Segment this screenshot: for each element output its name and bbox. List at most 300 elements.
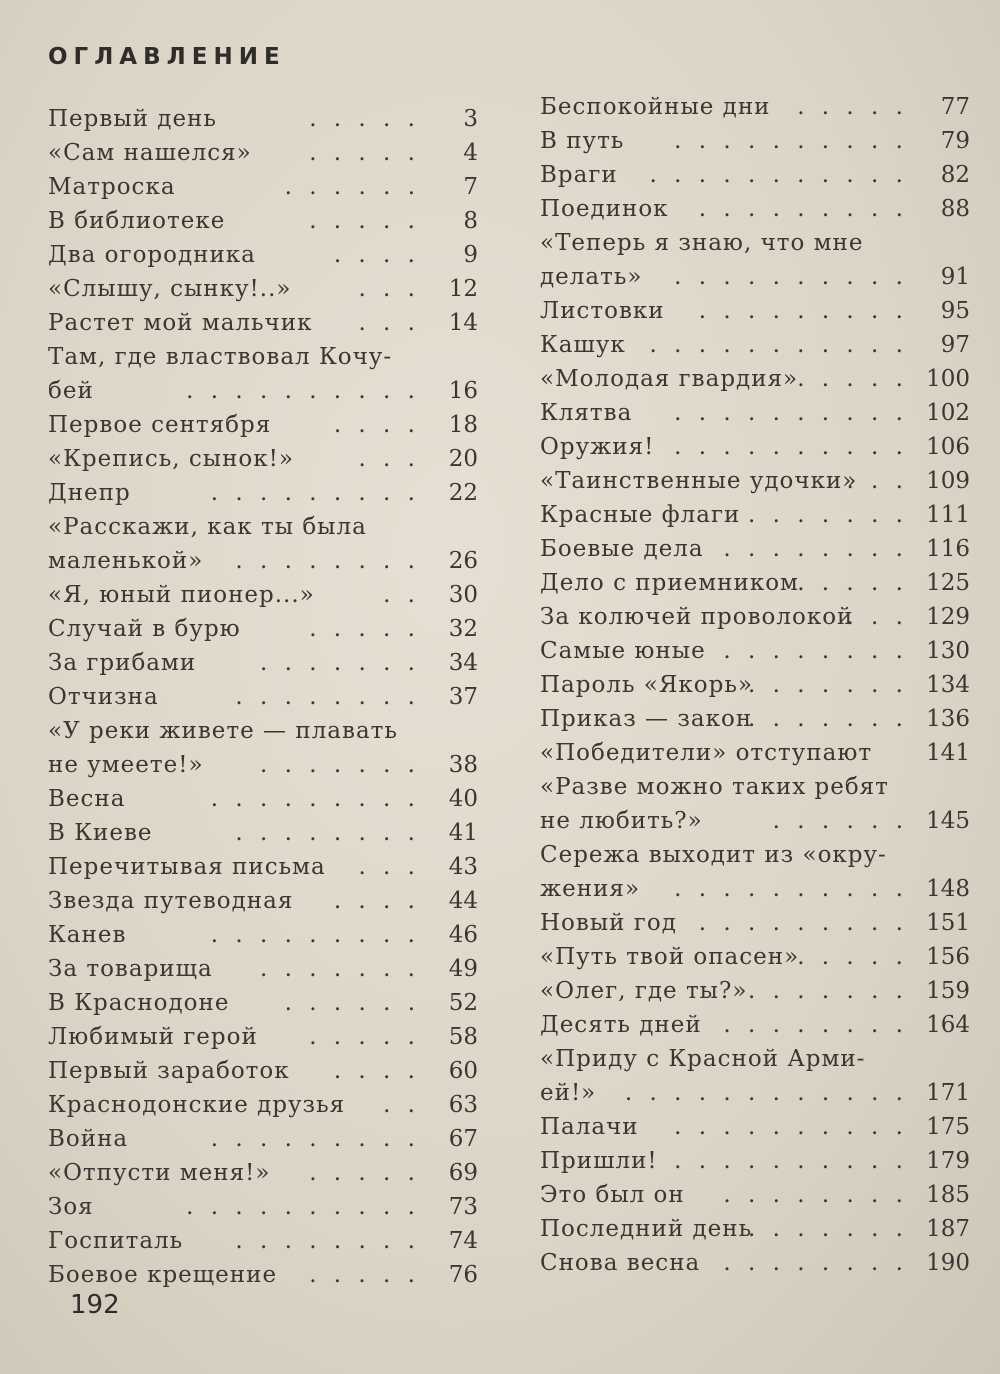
toc-entry-title: «Путь твой опасен» bbox=[540, 944, 800, 970]
dot-leader: . . . bbox=[846, 604, 908, 630]
toc-entry-line bbox=[48, 850, 478, 884]
toc-entry-line bbox=[540, 1144, 970, 1178]
toc-entry-line bbox=[540, 1212, 970, 1246]
toc-entry-title: жения» bbox=[540, 876, 641, 902]
dot-leader: . . . . bbox=[333, 412, 420, 438]
toc-entry-line bbox=[48, 408, 478, 442]
toc-entry-page: 76 bbox=[448, 1262, 478, 1288]
toc-entry bbox=[540, 226, 970, 294]
toc-entry bbox=[540, 566, 970, 600]
toc-entry-line bbox=[48, 680, 478, 714]
toc-entry-title: ей!» bbox=[540, 1080, 597, 1106]
dot-leader: . . . . . . . . . . bbox=[674, 128, 908, 154]
page-title: ОГЛАВЛЕНИЕ bbox=[48, 44, 286, 70]
toc-entry bbox=[48, 1224, 478, 1258]
dot-leader: . . . . . . . bbox=[747, 502, 908, 528]
toc-entry-page: 148 bbox=[926, 876, 970, 902]
toc-entry bbox=[48, 238, 478, 272]
toc-entry-line bbox=[48, 884, 478, 918]
toc-entry bbox=[48, 646, 478, 680]
dot-leader: . . . . . . . . . bbox=[210, 480, 420, 506]
dot-leader: . . . . . . bbox=[284, 990, 420, 1016]
toc-entry bbox=[48, 952, 478, 986]
toc-entry-line bbox=[540, 1076, 970, 1110]
dot-leader: . . . . . bbox=[309, 106, 420, 132]
toc-entry-line bbox=[48, 918, 478, 952]
toc-entry bbox=[48, 1054, 478, 1088]
toc-entry-line bbox=[48, 442, 478, 476]
dot-leader: . . . . . . . . . bbox=[698, 298, 908, 324]
toc-entry-title: «Теперь я знаю, что мне bbox=[540, 230, 864, 256]
toc-entry bbox=[540, 396, 970, 430]
toc-entry-title: Два огородника bbox=[48, 242, 256, 268]
toc-entry-line bbox=[540, 532, 970, 566]
toc-entry-page: 14 bbox=[448, 310, 478, 336]
toc-entry bbox=[48, 1258, 478, 1292]
toc-entry-line bbox=[540, 906, 970, 940]
toc-entry bbox=[540, 1246, 970, 1280]
dot-leader: . . . . . . . . . bbox=[210, 786, 420, 812]
toc-entry bbox=[48, 272, 478, 306]
toc-entry-page: 8 bbox=[463, 208, 478, 234]
toc-entry-page: 38 bbox=[448, 752, 478, 778]
toc-entry-line bbox=[540, 804, 970, 838]
toc-entry-line bbox=[48, 374, 478, 408]
toc-entry bbox=[540, 1008, 970, 1042]
toc-entry-title: Дело с приемником bbox=[540, 570, 799, 596]
toc-entry bbox=[48, 408, 478, 442]
toc-entry bbox=[540, 532, 970, 566]
toc-entry-title: Приказ — закон bbox=[540, 706, 753, 732]
toc-entry-title: Оружия! bbox=[540, 434, 655, 460]
toc-entry-line bbox=[540, 396, 970, 430]
toc-entry-title: В Киеве bbox=[48, 820, 153, 846]
dot-leader: . . . . . bbox=[797, 366, 908, 392]
dot-leader: . . . . . . . . . . bbox=[186, 378, 420, 404]
toc-entry-title: Первый день bbox=[48, 106, 217, 132]
dot-leader: . . . . . bbox=[309, 1262, 420, 1288]
toc-entry bbox=[540, 464, 970, 498]
toc-entry bbox=[48, 306, 478, 340]
dot-leader: . . . bbox=[358, 446, 420, 472]
toc-entry-title: Первое сентября bbox=[48, 412, 272, 438]
toc-entry-page: 44 bbox=[448, 888, 478, 914]
toc-entry-line bbox=[48, 340, 478, 374]
toc-entry-page: 46 bbox=[448, 922, 478, 948]
dot-leader: . . bbox=[383, 582, 420, 608]
toc-entry-line bbox=[48, 1190, 478, 1224]
toc-entry-line bbox=[48, 510, 478, 544]
toc-entry bbox=[48, 476, 478, 510]
toc-entry-title: «Молодая гвардия» bbox=[540, 366, 799, 392]
toc-entry-title: Это был он bbox=[540, 1182, 685, 1208]
dot-leader: . . . . . . . . bbox=[723, 1012, 908, 1038]
toc-entry-title: «Победители» отступают bbox=[540, 740, 873, 766]
toc-entry bbox=[48, 170, 478, 204]
toc-entry bbox=[540, 294, 970, 328]
toc-entry-line bbox=[540, 362, 970, 396]
toc-entry-line bbox=[540, 124, 970, 158]
page-number: 192 bbox=[70, 1290, 120, 1320]
dot-leader: . . . . . bbox=[309, 616, 420, 642]
toc-entry-line bbox=[48, 102, 478, 136]
dot-leader: . . . . . bbox=[797, 94, 908, 120]
toc-column-right bbox=[540, 90, 970, 1280]
toc-entry bbox=[540, 1144, 970, 1178]
toc-entry-line bbox=[540, 430, 970, 464]
toc-entry bbox=[48, 102, 478, 136]
toc-entry-line bbox=[540, 260, 970, 294]
dot-leader: . . . . . . . bbox=[747, 706, 908, 732]
toc-entry-page: 9 bbox=[463, 242, 478, 268]
dot-leader: . . . . . . . . bbox=[235, 684, 420, 710]
toc-entry bbox=[540, 328, 970, 362]
toc-entry bbox=[540, 192, 970, 226]
toc-entry-line bbox=[540, 464, 970, 498]
toc-entry-title: Растет мой мальчик bbox=[48, 310, 313, 336]
toc-entry-page: 179 bbox=[926, 1148, 970, 1174]
toc-entry-page: 190 bbox=[926, 1250, 970, 1276]
dot-leader: . . . . . . . . . bbox=[698, 910, 908, 936]
toc-entry-line bbox=[540, 1042, 970, 1076]
toc-entry-page: 145 bbox=[926, 808, 970, 834]
toc-entry-page: 40 bbox=[448, 786, 478, 812]
toc-entry-title: Листовки bbox=[540, 298, 665, 324]
toc-entry bbox=[540, 90, 970, 124]
toc-entry-page: 91 bbox=[940, 264, 970, 290]
toc-entry-page: 4 bbox=[463, 140, 478, 166]
toc-entry-page: 102 bbox=[926, 400, 970, 426]
toc-entry bbox=[540, 668, 970, 702]
toc-entry bbox=[540, 1042, 970, 1110]
toc-entry bbox=[48, 714, 478, 782]
toc-entry-title: Враги bbox=[540, 162, 618, 188]
toc-entry-line bbox=[48, 782, 478, 816]
toc-entry-title: Канев bbox=[48, 922, 127, 948]
toc-entry-page: 116 bbox=[926, 536, 970, 562]
toc-entry-line bbox=[540, 1246, 970, 1280]
toc-entry-line bbox=[540, 158, 970, 192]
toc-entry-line bbox=[48, 1258, 478, 1292]
toc-entry-line bbox=[540, 328, 970, 362]
toc-entry-title: Сережа выходит из «окру- bbox=[540, 842, 887, 868]
toc-entry-title: Пароль «Якорь» bbox=[540, 672, 753, 698]
toc-entry-line bbox=[48, 204, 478, 238]
toc-entry-title: «Сам нашелся» bbox=[48, 140, 252, 166]
toc-entry-line bbox=[540, 668, 970, 702]
toc-entry bbox=[48, 340, 478, 408]
toc-entry-title: «Олег, где ты?» bbox=[540, 978, 748, 1004]
toc-entry-line bbox=[540, 736, 970, 770]
toc-entry-page: 130 bbox=[926, 638, 970, 664]
dot-leader: . . . . . . . bbox=[259, 752, 420, 778]
toc-entry-line bbox=[540, 634, 970, 668]
dot-leader: . . . . . bbox=[797, 944, 908, 970]
dot-leader: . . . . . . . . . bbox=[698, 196, 908, 222]
toc-entry-page: 34 bbox=[448, 650, 478, 676]
toc-entry bbox=[48, 136, 478, 170]
toc-entry-title: Последний день bbox=[540, 1216, 753, 1242]
toc-entry bbox=[540, 940, 970, 974]
toc-entry bbox=[540, 838, 970, 906]
toc-column-left bbox=[48, 102, 478, 1292]
dot-leader: . . . . . . . . . . bbox=[674, 876, 908, 902]
toc-entry-line bbox=[540, 838, 970, 872]
toc-entry-page: 95 bbox=[940, 298, 970, 324]
toc-entry-title: Звезда путеводная bbox=[48, 888, 294, 914]
toc-entry-page: 73 bbox=[448, 1194, 478, 1220]
toc-entry-page: 22 bbox=[448, 480, 478, 506]
toc-entry-line bbox=[48, 170, 478, 204]
toc-entry-page: 185 bbox=[926, 1182, 970, 1208]
toc-entry-page: 63 bbox=[448, 1092, 478, 1118]
toc-entry-page: 159 bbox=[926, 978, 970, 1004]
toc-entry-title: «У реки живете — плавать bbox=[48, 718, 398, 744]
toc-entry-page: 175 bbox=[926, 1114, 970, 1140]
dot-leader: . . . bbox=[358, 276, 420, 302]
toc-entry-page: 79 bbox=[940, 128, 970, 154]
dot-leader: . . . . . bbox=[309, 208, 420, 234]
dot-leader: . . . bbox=[846, 468, 908, 494]
toc-entry-title: Самые юные bbox=[540, 638, 706, 664]
toc-entry-line bbox=[48, 986, 478, 1020]
toc-entry-title: Днепр bbox=[48, 480, 131, 506]
toc-entry-title: Война bbox=[48, 1126, 129, 1152]
dot-leader: . . . . . . . . . . bbox=[674, 1148, 908, 1174]
toc-entry-page: 82 bbox=[940, 162, 970, 188]
dot-leader: . . . . . . . . bbox=[235, 820, 420, 846]
toc-entry-line bbox=[48, 136, 478, 170]
toc-entry-title: Матроска bbox=[48, 174, 176, 200]
toc-entry-page: 136 bbox=[926, 706, 970, 732]
toc-entry-title: Кашук bbox=[540, 332, 626, 358]
toc-entry-page: 134 bbox=[926, 672, 970, 698]
dot-leader: . . . . . . . . . bbox=[210, 1126, 420, 1152]
dot-leader: . . . . . . . bbox=[747, 978, 908, 1004]
toc-entry-line bbox=[48, 816, 478, 850]
dot-leader: . . . . . . . . bbox=[723, 1250, 908, 1276]
dot-leader: . . . . . . . . . . . . bbox=[624, 1080, 908, 1106]
toc-entry bbox=[48, 442, 478, 476]
dot-leader: . . . . . . . . . bbox=[210, 922, 420, 948]
toc-entry-line bbox=[540, 90, 970, 124]
toc-entry-title: Боевое крещение bbox=[48, 1262, 278, 1288]
toc-entry-title: Новый год bbox=[540, 910, 677, 936]
dot-leader: . . . . . . . . . . . bbox=[649, 332, 908, 358]
toc-entry-title: «Отпусти меня!» bbox=[48, 1160, 271, 1186]
toc-entry bbox=[48, 816, 478, 850]
toc-entry-title: не любить?» bbox=[540, 808, 703, 834]
toc-entry bbox=[48, 204, 478, 238]
toc-entry bbox=[540, 430, 970, 464]
toc-entry-line bbox=[540, 498, 970, 532]
toc-entry-page: 97 bbox=[940, 332, 970, 358]
toc-entry-line bbox=[48, 578, 478, 612]
toc-entry-line bbox=[540, 1110, 970, 1144]
toc-entry-page: 77 bbox=[940, 94, 970, 120]
toc-entry-page: 129 bbox=[926, 604, 970, 630]
toc-entry bbox=[48, 1122, 478, 1156]
toc-entry bbox=[48, 510, 478, 578]
toc-entry-line bbox=[48, 1122, 478, 1156]
toc-entry-title: маленькой» bbox=[48, 548, 204, 574]
toc-entry-title: «Разве можно таких ребят bbox=[540, 774, 889, 800]
toc-entry-line bbox=[540, 770, 970, 804]
toc-entry bbox=[540, 702, 970, 736]
dot-leader: . . . . . . . bbox=[259, 956, 420, 982]
toc-entry bbox=[48, 918, 478, 952]
toc-entry-title: Зоя bbox=[48, 1194, 94, 1220]
toc-entry-title: Красные флаги bbox=[540, 502, 741, 528]
toc-entry-line bbox=[540, 600, 970, 634]
toc-entry-title: За товарища bbox=[48, 956, 213, 982]
toc-entry-title: делать» bbox=[540, 264, 643, 290]
toc-entry-title: В Краснодоне bbox=[48, 990, 230, 1016]
toc-entry-line bbox=[540, 192, 970, 226]
toc-entry-title: Клятва bbox=[540, 400, 633, 426]
toc-entry-title: «Таинственные удочки» bbox=[540, 468, 858, 494]
dot-leader: . . . . . . . bbox=[747, 672, 908, 698]
toc-entry bbox=[540, 1110, 970, 1144]
toc-entry-line bbox=[48, 1156, 478, 1190]
toc-entry bbox=[540, 1178, 970, 1212]
dot-leader: . . . . . . . . . . bbox=[674, 400, 908, 426]
dot-leader: . . . . . . . . . . bbox=[674, 434, 908, 460]
dot-leader: . . . . . . . . . . bbox=[674, 264, 908, 290]
toc-entry-page: 60 bbox=[448, 1058, 478, 1084]
toc-entry-line bbox=[540, 1008, 970, 1042]
toc-entry-title: Первый заработок bbox=[48, 1058, 290, 1084]
toc-entry bbox=[48, 612, 478, 646]
toc-entry-page: 67 bbox=[448, 1126, 478, 1152]
toc-entry-title: Беспокойные дни bbox=[540, 94, 771, 120]
toc-entry-page: 7 bbox=[463, 174, 478, 200]
toc-entry-page: 16 bbox=[448, 378, 478, 404]
dot-leader: . . . . . . . . . . bbox=[186, 1194, 420, 1220]
toc-entry-page: 109 bbox=[926, 468, 970, 494]
toc-entry-page: 164 bbox=[926, 1012, 970, 1038]
toc-entry-page: 37 bbox=[448, 684, 478, 710]
toc-entry-page: 106 bbox=[926, 434, 970, 460]
dot-leader: . . . . . . . . . . bbox=[674, 1114, 908, 1140]
toc-entry bbox=[48, 850, 478, 884]
toc-entry bbox=[540, 124, 970, 158]
toc-entry-title: Отчизна bbox=[48, 684, 159, 710]
toc-entry-title: «Расскажи, как ты была bbox=[48, 514, 367, 540]
toc-entry-line bbox=[48, 238, 478, 272]
dot-leader: . . . . . bbox=[309, 140, 420, 166]
toc-entry-title: Перечитывая письма bbox=[48, 854, 326, 880]
dot-leader: . . . . . bbox=[309, 1024, 420, 1050]
toc-entry-title: За грибами bbox=[48, 650, 197, 676]
toc-entry-page: 88 bbox=[940, 196, 970, 222]
dot-leader: . . . . . . . bbox=[747, 1216, 908, 1242]
dot-leader: . . . bbox=[358, 854, 420, 880]
toc-entry-title: Поединок bbox=[540, 196, 669, 222]
toc-entry-line bbox=[48, 952, 478, 986]
dot-leader: . . . . . . . bbox=[259, 650, 420, 676]
toc-entry-line bbox=[540, 940, 970, 974]
dot-leader: . . . . . . bbox=[772, 808, 908, 834]
toc-entry-title: «Слышу, сынку!..» bbox=[48, 276, 292, 302]
toc-entry-page: 151 bbox=[926, 910, 970, 936]
toc-entry-page: 125 bbox=[926, 570, 970, 596]
toc-entry-line bbox=[48, 1224, 478, 1258]
dot-leader: . . . . bbox=[333, 888, 420, 914]
toc-entry-page: 41 bbox=[448, 820, 478, 846]
toc-entry-page: 49 bbox=[448, 956, 478, 982]
toc-entry-title: Десять дней bbox=[540, 1012, 702, 1038]
toc-entry-title: Боевые дела bbox=[540, 536, 704, 562]
toc-entry-line bbox=[48, 748, 478, 782]
toc-entry-title: не умеете!» bbox=[48, 752, 204, 778]
toc-entry-line bbox=[48, 476, 478, 510]
toc-entry-page: 3 bbox=[463, 106, 478, 132]
dot-leader: . . . . . bbox=[797, 570, 908, 596]
toc-entry-line bbox=[540, 566, 970, 600]
toc-entry-line bbox=[48, 612, 478, 646]
toc-entry-line bbox=[48, 544, 478, 578]
toc-entry-page: 30 bbox=[448, 582, 478, 608]
toc-entry bbox=[48, 1190, 478, 1224]
toc-entry-line bbox=[48, 1020, 478, 1054]
dot-leader: . . . . . . . . bbox=[723, 536, 908, 562]
toc-entry-page: 100 bbox=[926, 366, 970, 392]
dot-leader: . . . . . . bbox=[284, 174, 420, 200]
toc-entry-page: 156 bbox=[926, 944, 970, 970]
toc-entry-page: 20 bbox=[448, 446, 478, 472]
toc-entry-page: 69 bbox=[448, 1160, 478, 1186]
toc-entry-page: 18 bbox=[448, 412, 478, 438]
toc-entry bbox=[48, 986, 478, 1020]
toc-entry bbox=[540, 634, 970, 668]
toc-entry-page: 74 bbox=[448, 1228, 478, 1254]
toc-entry-page: 32 bbox=[448, 616, 478, 642]
toc-entry-title: Пришли! bbox=[540, 1148, 658, 1174]
toc-entry-line bbox=[540, 294, 970, 328]
toc-entry bbox=[48, 782, 478, 816]
toc-entry bbox=[540, 362, 970, 396]
dot-leader: . . . . . bbox=[309, 1160, 420, 1186]
toc-entry bbox=[540, 498, 970, 532]
toc-entry-title: Госпиталь bbox=[48, 1228, 184, 1254]
dot-leader: . . . . bbox=[333, 1058, 420, 1084]
toc-entry-line bbox=[48, 714, 478, 748]
toc-entry-title: В библиотеке bbox=[48, 208, 226, 234]
toc-entry-title: Там, где властвовал Кочу- bbox=[48, 344, 393, 370]
toc-entry-page: 52 bbox=[448, 990, 478, 1016]
toc-entry-title: Краснодонские друзья bbox=[48, 1092, 346, 1118]
toc-entry-title: Снова весна bbox=[540, 1250, 701, 1276]
toc-entry bbox=[48, 1020, 478, 1054]
toc-entry-line bbox=[48, 1088, 478, 1122]
toc-entry bbox=[540, 770, 970, 838]
toc-entry bbox=[48, 680, 478, 714]
toc-entry bbox=[540, 906, 970, 940]
dot-leader: . . . . . . . . bbox=[235, 1228, 420, 1254]
toc-entry-page: 26 bbox=[448, 548, 478, 574]
toc-entry bbox=[48, 578, 478, 612]
toc-entry-line bbox=[540, 702, 970, 736]
toc-entry-line bbox=[48, 306, 478, 340]
toc-entry-line bbox=[540, 974, 970, 1008]
toc-entry-page: 58 bbox=[448, 1024, 478, 1050]
toc-entry bbox=[540, 974, 970, 1008]
toc-entry-line bbox=[48, 272, 478, 306]
toc-entry bbox=[540, 736, 970, 770]
toc-entry-title: В путь bbox=[540, 128, 625, 154]
toc-entry-title: Палачи bbox=[540, 1114, 639, 1140]
